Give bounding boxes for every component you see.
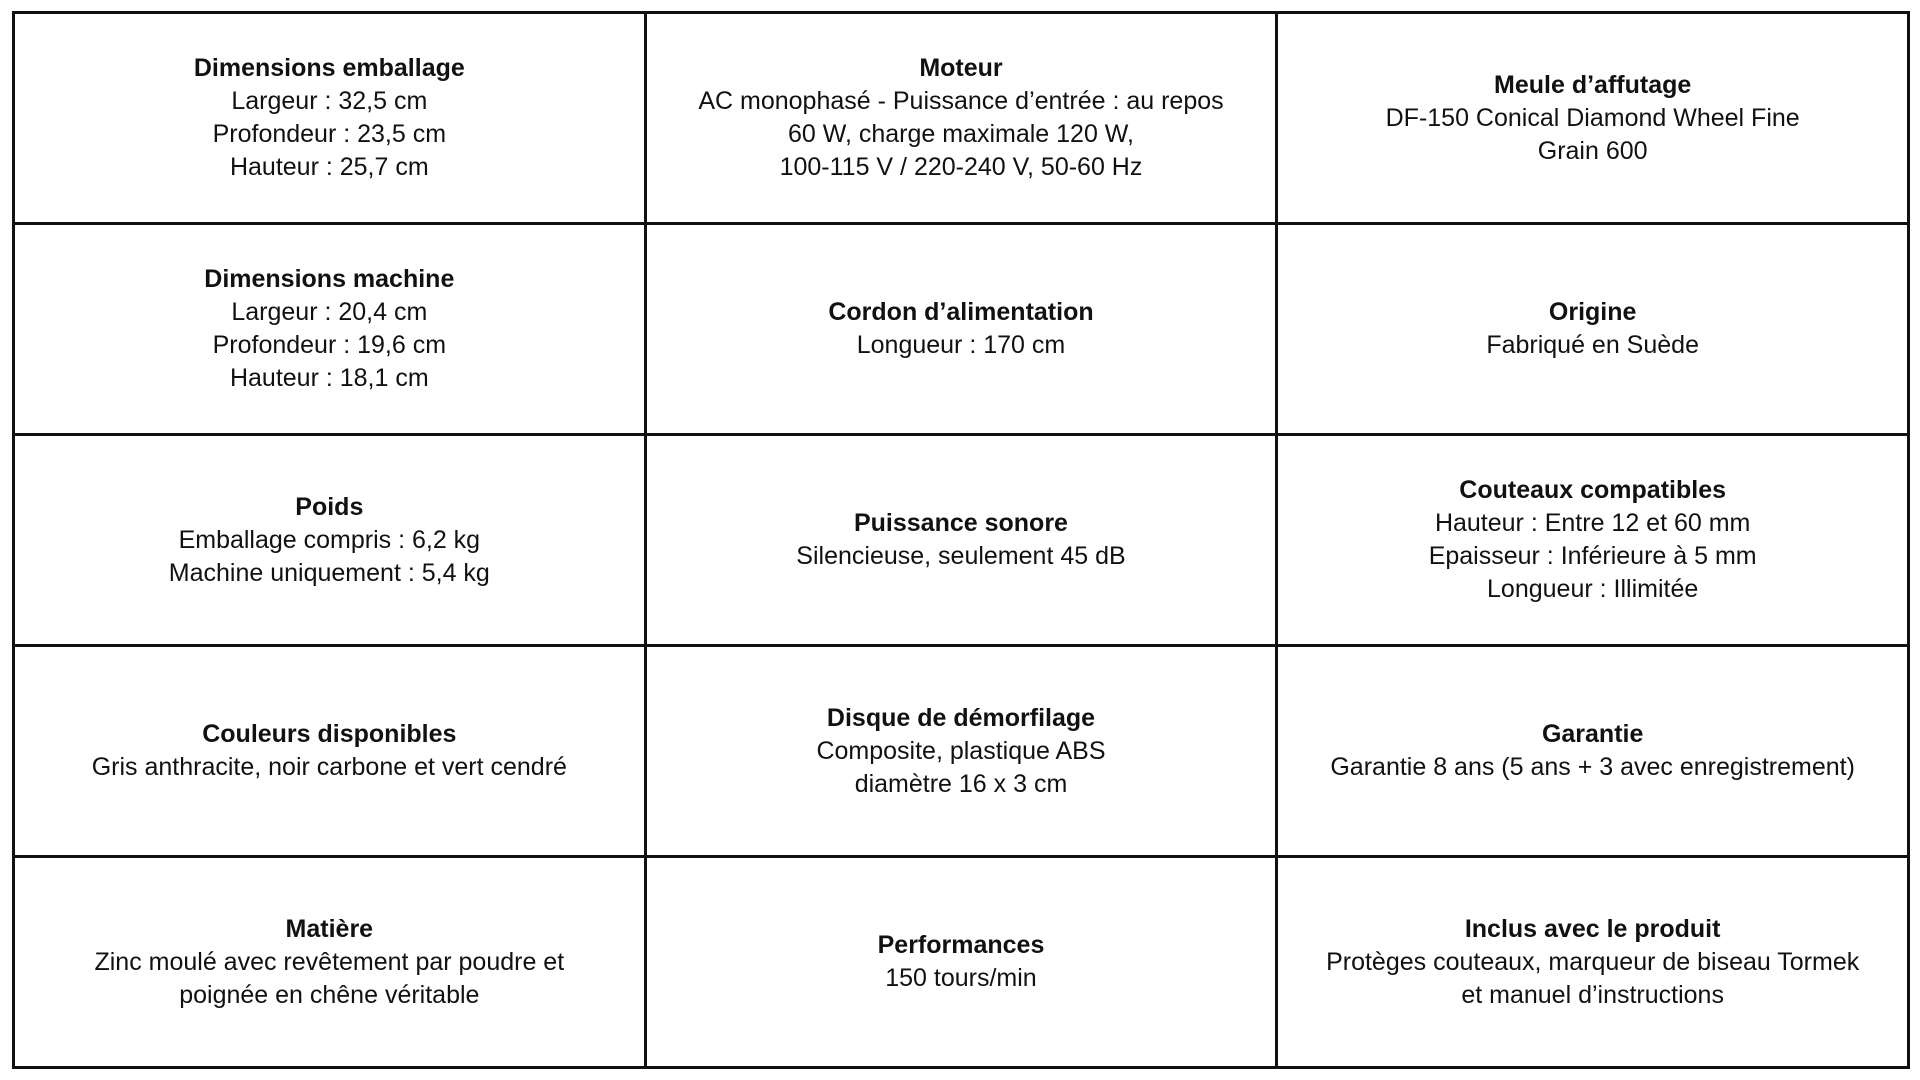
- spec-cell-included-items: [1277, 857, 1909, 1068]
- spec-line: Zinc moulé avec revêtement par poudre et: [94, 947, 565, 976]
- spec-cell-motor: [645, 13, 1277, 224]
- spec-cell-available-colors: [14, 646, 646, 857]
- spec-title: Couleurs disponibles: [202, 720, 457, 748]
- spec-line: poignée en chêne véritable: [179, 980, 480, 1009]
- spec-line: diamètre 16 x 3 cm: [854, 769, 1068, 798]
- spec-line: Silencieuse, seulement 45 dB: [796, 542, 1126, 570]
- table-row: [14, 646, 1909, 857]
- spec-title: Disque de démorfilage: [826, 703, 1096, 732]
- spec-cell-weight: [14, 435, 646, 646]
- spec-line: Longueur : 170 cm: [856, 331, 1066, 359]
- spec-cell-compatible-knives: [1277, 435, 1909, 646]
- specifications-table: [12, 11, 1910, 1069]
- spec-title: Matière: [285, 914, 374, 943]
- spec-title: Performances: [877, 931, 1045, 959]
- spec-line: Composite, plastique ABS: [816, 736, 1106, 765]
- spec-title: Moteur: [919, 54, 1003, 82]
- spec-cell-power-cord: [645, 224, 1277, 435]
- spec-title: Cordon d’alimentation: [828, 298, 1094, 326]
- spec-line: et manuel d’instructions: [1461, 980, 1724, 1009]
- spec-title: Meule d’affutage: [1494, 70, 1692, 99]
- spec-line: Longueur : Illimitée: [1487, 575, 1699, 603]
- spec-cell-packaging-dimensions: [14, 13, 646, 224]
- spec-title: Puissance sonore: [853, 509, 1068, 537]
- spec-cell-warranty: [1277, 646, 1909, 857]
- spec-line: Gris anthracite, noir carbone et vert cendré: [91, 753, 567, 781]
- spec-line: Largeur : 32,5 cm: [231, 87, 428, 115]
- spec-line: 60 W, charge maximale 120 W,: [787, 120, 1134, 148]
- spec-line: Fabriqué en Suède: [1486, 331, 1699, 359]
- spec-line: Hauteur : 18,1 cm: [229, 364, 429, 392]
- spec-line: Profondeur : 23,5 cm: [212, 120, 447, 148]
- spec-line: Epaisseur : Inférieure à 5 mm: [1428, 542, 1757, 570]
- spec-title: Inclus avec le produit: [1464, 914, 1721, 943]
- spec-line: AC monophasé - Puissance d’entrée : au repos: [698, 87, 1224, 115]
- spec-title: Poids: [295, 492, 364, 521]
- spec-title: Dimensions emballage: [193, 54, 465, 82]
- spec-title: Dimensions machine: [204, 265, 455, 293]
- spec-line: Largeur : 20,4 cm: [231, 298, 428, 326]
- spec-line: Protèges couteaux, marqueur de biseau Tormek: [1326, 947, 1860, 976]
- spec-cell-material: [14, 857, 646, 1068]
- spec-line: Emballage compris : 6,2 kg: [178, 525, 481, 554]
- spec-line: DF-150 Conical Diamond Wheel Fine: [1385, 103, 1800, 132]
- spec-line: Hauteur : Entre 12 et 60 mm: [1434, 509, 1751, 537]
- spec-title: Garantie: [1541, 720, 1644, 748]
- spec-line: Garantie 8 ans (5 ans + 3 avec enregistrement): [1330, 753, 1855, 781]
- spec-line: Hauteur : 25,7 cm: [229, 153, 429, 181]
- table-row: [14, 435, 1909, 646]
- spec-cell-sound-power: [645, 435, 1277, 646]
- spec-line: 150 tours/min: [885, 964, 1037, 992]
- spec-line: Machine uniquement : 5,4 kg: [168, 558, 490, 587]
- spec-line: Grain 600: [1537, 136, 1648, 165]
- spec-cell-performance: [645, 857, 1277, 1068]
- table-row: [14, 224, 1909, 435]
- spec-cell-origin: [1277, 224, 1909, 435]
- spec-title: Couteaux compatibles: [1459, 476, 1727, 504]
- spec-line: 100-115 V / 220-240 V, 50-60 Hz: [779, 153, 1143, 181]
- spec-cell-honing-disc: [645, 646, 1277, 857]
- spec-cell-machine-dimensions: [14, 224, 646, 435]
- spec-cell-sharpening-wheel: [1277, 13, 1909, 224]
- spec-line: Profondeur : 19,6 cm: [212, 331, 447, 359]
- table-row: [14, 857, 1909, 1068]
- table-row: [14, 13, 1909, 224]
- spec-title: Origine: [1548, 298, 1637, 326]
